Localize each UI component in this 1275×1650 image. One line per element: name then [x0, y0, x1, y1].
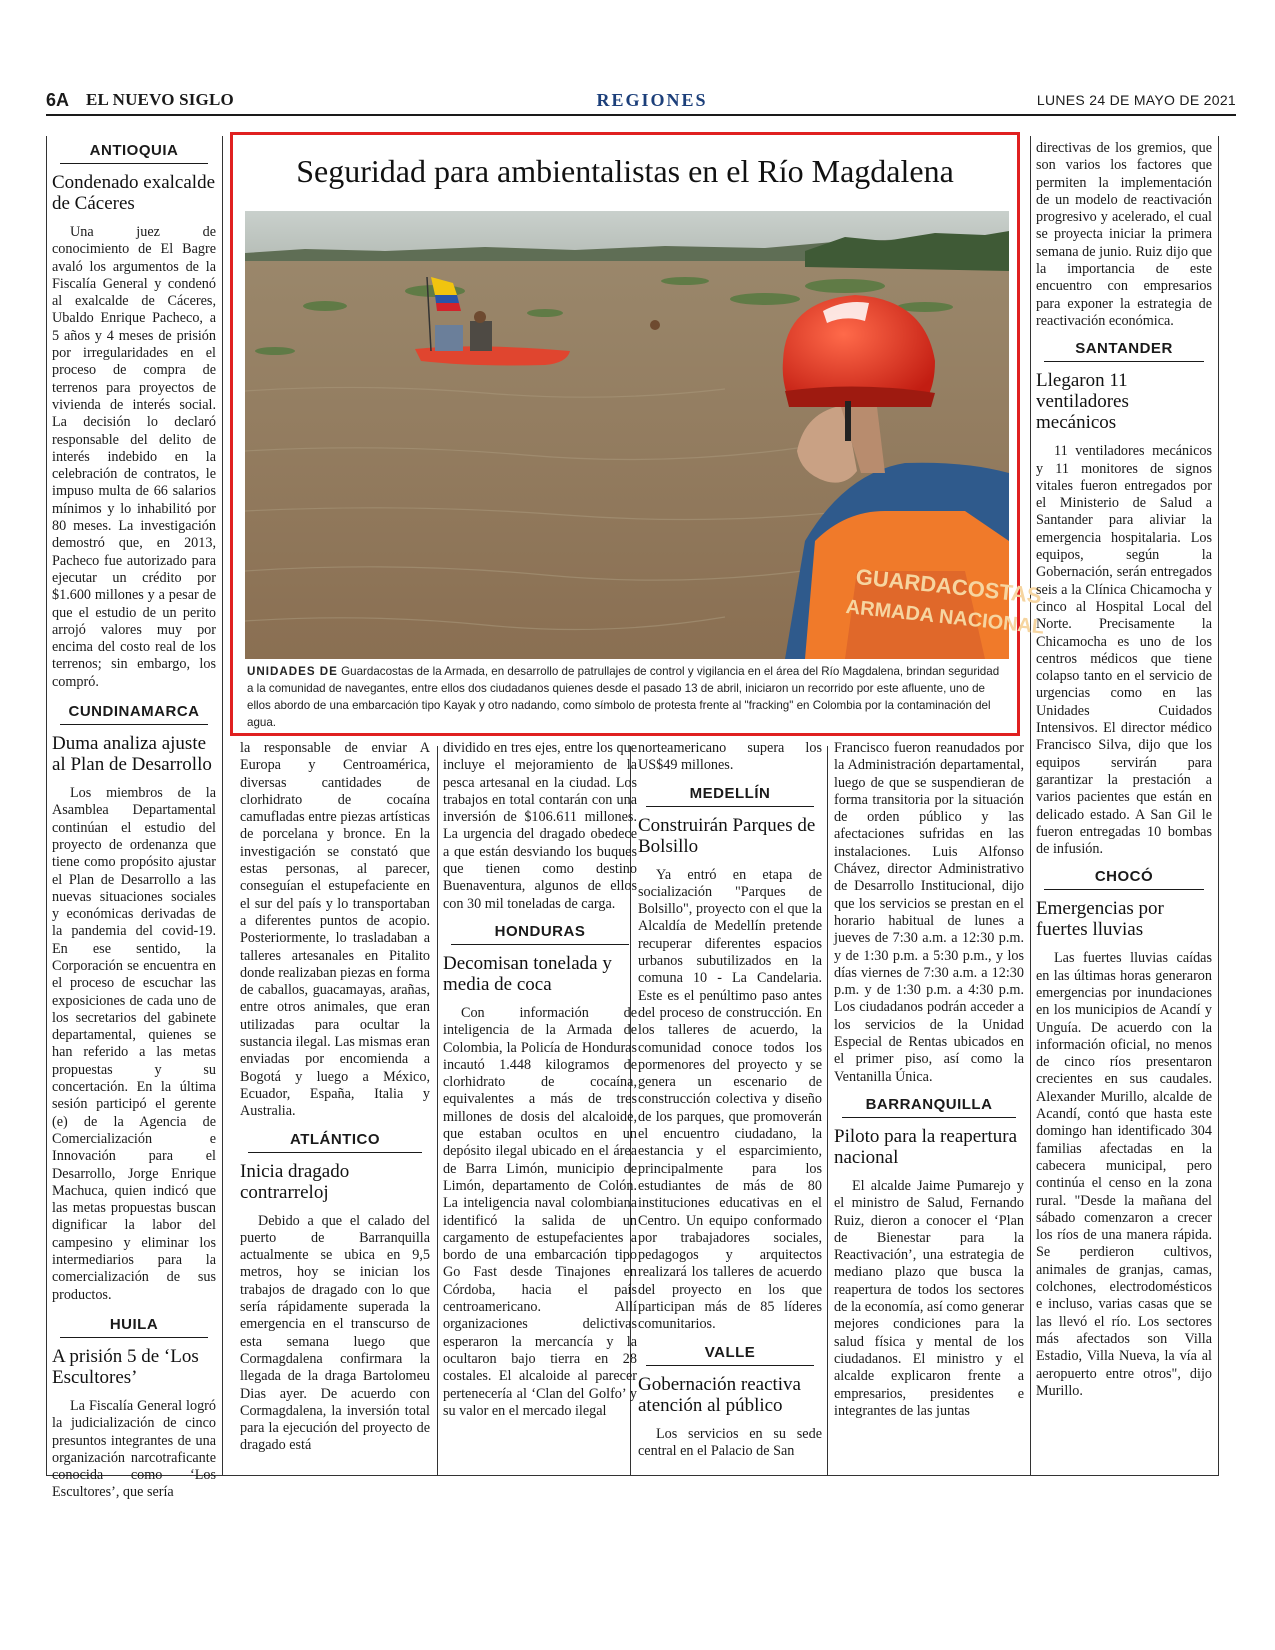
article-barranquilla — [834, 1094, 1024, 1420]
article-continuation: la responsable de enviar A Europa y Centroamérica, diversas cantidades de clorhidrato de cocaína camufladas entre piezas artísticas de porcelana y bronce. En la investigación se constató que estas personas, al parecer, conseguían el estupefaciente en el sur del país y lo transportaban a diferentes puntos de acopio. Posteriormente, lo trasladaban a talleres artesanales en Pitalito donde realizaban piezas en forma de caballos, guacamayas, arañas, entre otros animales, que eran utilizadas para ocultar la sustancia ilegal. Las mismas eran enviadas por encomienda a Bogotá y luego a México, Ecuador, España, Italia y Australia. — [240, 740, 430, 1120]
region-label: CUNDINAMARCA — [60, 701, 208, 725]
article-body: 11 ventiladores mecánicos y 11 monitores de signos vitales fueron entregados por el Ministerio de Salud a Santander para aliviar la emergencia hospitalaria. Los equipos, según la Gobernación, serán entregados seis a la Clínica Chicamocha y cinco al Hospital Local del Norte. Precisamente la Chicamocha es uno de los centros médicos que tiene colapso tanto en el servicio de urgencias como en las Unidades Cuidados Intensivos. El director médico Francisco Silva, dijo que los equipos servirán para garantizar la prestación a varios pacientes que están en delicado estado. A San Gil le fueron entregadas 10 bombas de infusión. — [1036, 443, 1212, 858]
column-6 — [1036, 140, 1212, 1472]
feature-caption — [247, 663, 1007, 731]
article-body: Los servicios en su sede central en el Palacio de San — [638, 1425, 822, 1459]
vest-text-1: GUARDACOSTAS — [854, 563, 1043, 609]
article-headline: Decomisan tonelada y media de coca — [443, 952, 612, 995]
column-3 — [443, 740, 637, 1472]
section-name: REGIONES — [596, 90, 708, 110]
column-rule — [222, 136, 223, 1476]
article-huila — [52, 1314, 216, 1502]
masthead — [46, 88, 1236, 114]
article-headline: Inicia dragado contrarreloj — [240, 1160, 350, 1203]
region-label: HONDURAS — [451, 921, 629, 945]
article-santander — [1036, 338, 1212, 858]
region-label: VALLE — [646, 1342, 814, 1366]
article-headline: Emergencias por fuertes lluvias — [1036, 898, 1164, 941]
article-medellin — [638, 783, 822, 1334]
article-choco — [1036, 866, 1212, 1400]
article-headline: Construirán Parques de Bolsillo — [638, 814, 816, 857]
article-headline: Piloto para la reapertura nacional — [834, 1125, 1018, 1168]
region-label: ATLÁNTICO — [248, 1129, 422, 1153]
column-rule — [827, 746, 828, 1476]
river-patrol-photo — [245, 211, 1046, 659]
article-honduras — [443, 921, 637, 1420]
article-body: Una juez de conocimiento de El Bagre avaló los argumentos de la Fiscalía General y condenó al exalcalde de Cáceres, Ubaldo Enrique Pacheco, a 5 años y 4 meses de prisión por irregularidades en el proceso de compra de terrenos para proyectos de vivienda de interés social. La decisión lo declaró responsable del delito de interés indebido en la celebración de contratos, le impuso multa de 66 salarios mínimos y lo inhabilitó por 80 meses. La investigación demostró que, en 2013, Pacheco fue autorizado para ejecutar un crédito por $1.600 millones y a pesar de que el estudio de un perito arrojó valores muy por encima del costo real de los terrenos; sin embargo, los compró. — [52, 224, 216, 690]
vest-text-2: ARMADA NACIONAL — [844, 595, 1046, 639]
region-label: HUILA — [60, 1314, 208, 1338]
article-body: La Fiscalía General logró la judicialización de cinco presuntos integrantes de una organización narcotraficante conocida como ‘Los Escultores’, que sería — [52, 1397, 216, 1501]
region-label: CHOCÓ — [1044, 866, 1204, 890]
newspaper-name: EL NUEVO SIGLO — [86, 90, 234, 109]
region-label: SANTANDER — [1044, 338, 1204, 362]
region-label: BARRANQUILLA — [842, 1094, 1016, 1118]
article-headline: Gobernación reactiva atención al público — [638, 1373, 801, 1416]
masthead-rule — [46, 114, 1236, 116]
article-continuation: directivas de los gremios, que son varios los factores que permiten la implementación de un modelo de reactivación progresivo y acelerado, el cual se proyecta iniciar la primera semana de junio. Ruiz dijo que la importancia de este encuentro con empresarios para exponer la estrategia de reactivación económica. — [1036, 140, 1212, 329]
article-cundinamarca — [52, 701, 216, 1304]
article-body: Ya entró en etapa de socialización "Parques de Bolsillo", proyecto con el que la Alcaldía de Medellín pretende recuperar diferentes espacios urbanos subutilizados en la comuna 10 - La Candelaria. Este es el penúltimo paso antes del proceso de construcción. En los talleres de acuerdo, la comunidad conoce todos los pormenores del proyecto y se genera un escenario de construcción colectiva y diseño de los parques, que promoverán el encuentro ciudadano, la estancia y el esparcimiento, principalmente para los estudiantes de más de 80 instituciones educativas en el Centro. Un equipo conformado por trabajadores sociales, pedagogos y arquitectos realizará los talleres de acuerdo del proyecto en los que participan más de 85 líderes comunitarios. — [638, 866, 822, 1333]
article-headline: Duma analiza ajuste al Plan de Desarrollo — [52, 733, 212, 776]
article-valle — [638, 1342, 822, 1461]
column-rule — [1030, 136, 1031, 1476]
column-rule — [1218, 136, 1219, 1476]
column-rule — [437, 746, 438, 1476]
page-number: 6A — [46, 90, 70, 110]
article-headline: Condenado exalcalde de Cáceres — [52, 172, 216, 214]
article-continuation: norteamericano supera los US$49 millones. — [638, 740, 822, 774]
article-body: Con información de inteligencia de la Armada de Colombia, la Policía de Honduras incautó 1.448 kilogramos de clorhidrato de cocaína, equivalentes a más de tres millones de dosis del alcaloide, que estaban ocultos en un depósito ilegal ubicado en el área de Barra Limón, municipio de Limón, departamento de Colón. La inteligencia naval colombiana identificó la salida de un cargamento de estupefacientes a bordo de una embarcación tipo Go Fast desde Tinajones en Córdoba, hacia el país centroamericano. Allí organizaciones delictivas esperaron la mercancía y la ocultaron bajo tierra en 28 costales. El alcaloide al parecer pertenecería al ‘Clan del Golfo’ y su valor en el mercado ilegal — [443, 1004, 637, 1419]
article-body: Los miembros de la Asamblea Departamental continúan el estudio del proyecto de ordenanza que tiene como propósito ajustar el Plan de Desarrollo a las nuevas situaciones sociales y económicas derivadas de la pandemia del covid-19. En ese sentido, la Corporación se encuentra en el proceso de escuchar las exposiciones de cada uno de los secretarios del gabinete departamental, quienes se han referido a las metas propuestas y su concertación. En la última sesión participó el gerente (e) de la Agencia de Comercialización e Innovación para el Desarrollo, Jorge Enrique Machuca, quien indicó que las metas propuestas buscan dignificar la labor del campesino y eliminar los intermediarios para la comercialización de sus productos. — [52, 785, 216, 1303]
feature-box — [230, 132, 1046, 736]
column-5 — [834, 740, 1024, 1472]
article-headline: Llegaron 11 ventiladores mecánicos — [1036, 370, 1129, 434]
article-headline: A prisión 5 de ‘Los Escultores’ — [52, 1345, 199, 1388]
article-antioquia — [52, 140, 216, 691]
column-1 — [52, 140, 216, 1501]
region-label: ANTIOQUIA — [60, 140, 208, 164]
column-rule — [46, 136, 47, 1476]
article-continuation: Francisco fueron reanudados por la Administración departamental, luego de que se suspendieran de forma transitoria por la situación de orden público y las afectaciones sufridas en las instalaciones. Luis Alfonso Chávez, director Administrativo de Desarrollo Institucional, dijo que los servicios se prestan en el horario habitual de lunes a jueves de 7:30 a.m. a 12:30 p.m. y de 1:30 p.m. a 5:30 p.m., y los días viernes de 7:30 a.m. a 12:30 p.m. y de 1:30 p.m. a 4:30 p.m. Los ciudadanos podrán acceder a los servicios de la Unidad Especial de Rentas ubicados en el primer piso, así como la Ventanilla Única. — [834, 740, 1024, 1085]
article-continuation: dividido en tres ejes, entre los que incluye el mejoramiento de la pesca artesanal en la ciudad. Los trabajos en total contarán con una inversión de $106.611 millones. La urgencia del dragado obedece a que están desviando los buques que tienen como destino Buenaventura, algunos de ellos con 30 mil toneladas de carga. — [443, 740, 637, 912]
column-4 — [638, 740, 822, 1472]
feature-photo — [245, 211, 1046, 659]
article-atlantico — [240, 1129, 430, 1455]
article-body: Las fuertes lluvias caídas en las últimas horas generaron emergencias por inundaciones en los municipios de Acandí y Unguía. De acuerdo con la información oficial, no menos de cinco ríos presentaron crecientes en sus caudales. Alexander Murillo, alcalde de Acandí, contó que hasta este domingo han identificado 304 familias afectadas en la cabecera municipal, pero continúa el censo en la zona rural. "Desde la mañana del sábado comenzaron a crecer los ríos de una manera rápida. Se perdieron cultivos, animales de granjas, camas, colchones, electrodomésticos e incluso, varias casas que se las llevó el río. Los sectores más afectados son Villa Estadio, Villa Nueva, la vía al aeropuerto entre otros", dijo Murillo. — [1036, 950, 1212, 1399]
caption-text: Guardacostas de la Armada, en desarrollo de patrullajes de control y vigilancia en el área del Río Magdalena, brindan seguridad a la comunidad de navegantes, entre ellos dos ciudadanos quienes desde el pasado 13 de abril, iniciaron un recorrido por este afluente, uno de ellos abordo de una embarcación tipo Kayak y otro nadando, como símbolo de protesta frente al "fracking" en Colombia por la contaminación del agua. — [247, 665, 1000, 729]
article-body: El alcalde Jaime Pumarejo y el ministro de Salud, Fernando Ruiz, dieron a conocer el ‘Plan de Bienestar para la Reactivación’, una estrategia de mediano plazo que busca la reapertura de todos los sectores de la economía, así como generar mejores condiciones para la salud física y mental de los ciudadanos. El ministro y el alcalde explicaron frente a empresarios, presidentes e integrantes de las juntas — [834, 1177, 1024, 1419]
bottom-rule — [46, 1475, 1219, 1476]
feature-title: Seguridad para ambientalistas en el Río Magdalena — [296, 153, 954, 189]
article-body: Debido a que el calado del puerto de Barranquilla actualmente se ubica en 9,5 metros, hoy se inician los trabajos de dragado con lo que sería rápidamente superada la emergencia en el transcurso de esta semana luego que Cormagdalena confirmara la llegada de la draga Bartolomeu Dias ayer. De acuerdo con Cormagdalena, la inversión total para la ejecución del proyecto de dragado está — [240, 1212, 430, 1454]
caption-lead: UNIDADES DE — [247, 665, 338, 678]
region-label: MEDELLÍN — [646, 783, 814, 807]
issue-date: LUNES 24 DE MAYO DE 2021 — [1036, 92, 1236, 108]
column-2 — [240, 740, 430, 1472]
